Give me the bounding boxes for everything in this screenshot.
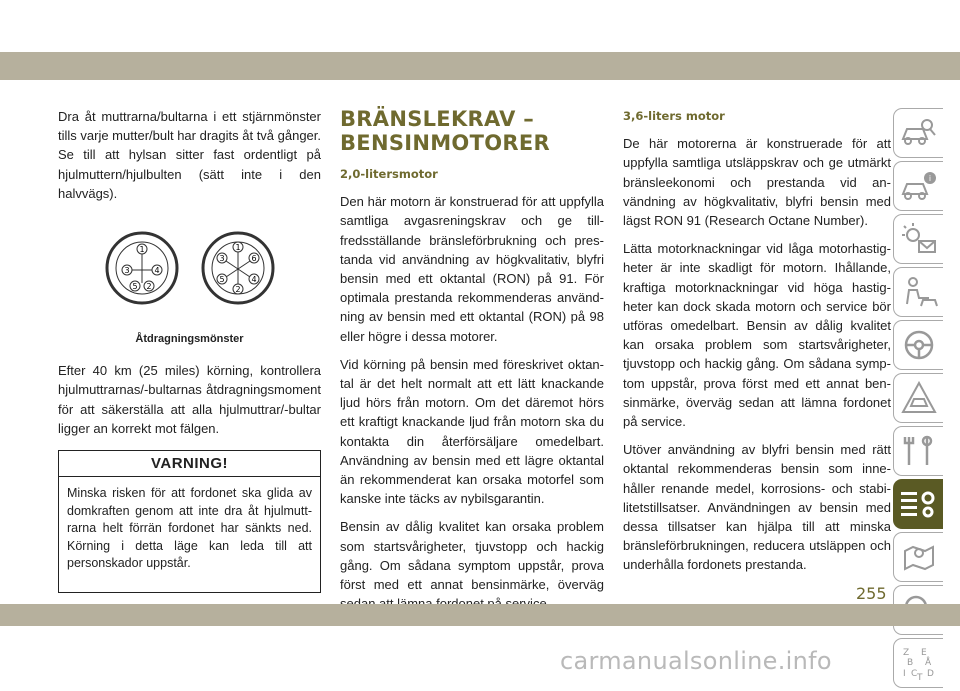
paragraph: Vid körning på bensin med föreskrivet oktantal är det helt normalt att ett lätt knackande ljud hörs från motorn. Om det däremot hörs ett kraftigt knackande ljud från motorn ska du kontakta din återförsäljare omedelbart. Användning av bensin med ett lägre oktantal än rekommenderat kan orsaka motorfel som kanske inte täcks av nybilsgarantin. [340, 356, 604, 507]
tightening-pattern-figure [58, 212, 321, 324]
retorque-paragraph: Efter 40 km (25 miles) körning, kontrollera hjulmuttrarnas/-bultarnas åtdragningsmoment för att säkerställa att alla hjulmuttrar/-bultar ligger an korrekt mot fälgen. [58, 363, 321, 436]
person-car-icon [899, 274, 939, 310]
svg-text:C: C [910, 669, 917, 679]
steering-wheel-icon [899, 327, 939, 363]
paragraph: Utöver användning av blyfri bensin med rätt oktantal rekommenderas bensin som innehåller renande medel, korrosions- och stabilitetstillsatser. Användningen av bensin med dessa tillsatser kan hjälpa till att minska bränsleförbrukningen, reducera utsläppen och underhålla fordonets prestanda. [623, 442, 891, 573]
column-left [58, 107, 321, 593]
svg-text:4: 4 [153, 266, 160, 276]
svg-text:2: 2 [234, 285, 241, 295]
subheading-2-0-liter: 2,0-litersmotor [340, 167, 438, 181]
svg-text:5: 5 [218, 275, 225, 285]
tab-steering[interactable] [893, 320, 943, 370]
paragraph: Lätta motorknackningar vid låga motorhastigheter är inte skadligt för motorn. Ihållande, kraftiga motorknackningar vid höga hastigheter kan dock skada motorn och service bör utföras omedelbart. Bensin av dålig kvalitet kan orsaka problem som startsvårigheter, tjuvstopp och hackig gång. Om sådana symptom uppstår, prova först med ett annat bensinmärke, överväg sedan att lämna fordonet på service. [623, 241, 891, 430]
svg-text:3: 3 [218, 254, 225, 264]
svg-text:1: 1 [234, 243, 241, 253]
svg-text:1: 1 [138, 245, 145, 255]
tab-tools[interactable] [893, 426, 943, 476]
column-right [623, 107, 891, 584]
svg-text:Z: Z [902, 648, 909, 658]
svg-text:2: 2 [145, 282, 152, 292]
svg-text:3: 3 [123, 266, 130, 276]
tools-icon [899, 433, 939, 469]
svg-text:D: D [926, 669, 934, 679]
warning-body: Minska risken för att fordonet ska glida av domkraften genom att inte dra åt hjulmuttrarna helt förrän fordonet har sänkts ned. Körning i detta läge kan leda till att personskador uppstår. [67, 486, 312, 571]
watermark: carmanualsonline.info [560, 647, 832, 675]
map-pin-icon [899, 539, 939, 575]
warning-box [58, 450, 321, 593]
svg-text:i: i [928, 174, 931, 183]
paragraph: Den här motorn är konstruerad för att uppfylla samtliga avgasreningskrav och ge tillfredsställande bränsleförbrukning och prestanda vid användning av högkvalitativ, blyfri bensin med ett oktantal (RON) på 91. För optimala prestanda rekommenderas användning av bensin med ett oktantal (RON) på 98 eller högre i dessa motorer. [340, 194, 604, 344]
svg-text:6: 6 [250, 254, 257, 264]
page-number: 255 [856, 584, 887, 603]
tab-index[interactable] [893, 638, 943, 688]
car-magnifier-icon [899, 115, 939, 151]
svg-text:4: 4 [250, 275, 257, 285]
tab-safety[interactable] [893, 267, 943, 317]
footer-band [0, 604, 960, 626]
svg-text:Å: Å [924, 658, 931, 668]
tab-lights-messages[interactable] [893, 214, 943, 264]
section-heading: BRÄNSLEKRAV – BENSINMOTORER [340, 107, 550, 155]
figure-caption: Åtdragningsmönster [135, 333, 244, 346]
svg-text:I: I [902, 669, 906, 679]
subheading-3-6-liter: 3,6-liters motor [623, 109, 725, 123]
column-middle [340, 107, 604, 622]
tab-service[interactable] [893, 532, 943, 582]
paragraph: De här motorerna är konstruerade för att uppfylla samtliga utsläppskrav och ge utmärkt bränsleekonomi och prestanda vid användning av högkvalitativ, blyfri bensin med lägst RON 91 (Research Octane Number). [623, 136, 891, 229]
car-info-icon [899, 168, 939, 204]
svg-text:T: T [916, 673, 922, 681]
index-letters-icon [899, 645, 939, 681]
svg-text:E: E [920, 648, 927, 658]
tab-technical-specifications[interactable] [893, 479, 943, 529]
paragraph: Bensin av dålig kvalitet kan orsaka problem som startsvårigheter, tjuvstopp och hackig gång. Om sådana symptom uppstår, prova först med ett annat bensinmärke, överväg [340, 519, 604, 593]
header-band [0, 52, 960, 80]
intro-paragraph: Dra åt muttrarna/bultarna i ett stjärnmönster tills varje mutter/bult har dragits åt två gånger. Se till att hylsan sitter fast ordentligt på hjulmuttern/hjulbulten (sätt inte i den halvvägs). [58, 109, 322, 201]
warning-car-icon [899, 380, 939, 416]
tab-car-info[interactable] [893, 161, 943, 211]
tab-car-magnifier[interactable] [893, 108, 943, 158]
svg-text:5: 5 [131, 282, 138, 292]
light-envelope-icon [899, 221, 939, 257]
wheel-six-lug-diagram [201, 231, 275, 305]
list-gear-icon [899, 486, 939, 522]
warning-title: VARNING! [59, 451, 320, 477]
wheel-five-lug-diagram [105, 231, 179, 305]
tab-warning[interactable] [893, 373, 943, 423]
svg-text:B: B [906, 658, 913, 668]
